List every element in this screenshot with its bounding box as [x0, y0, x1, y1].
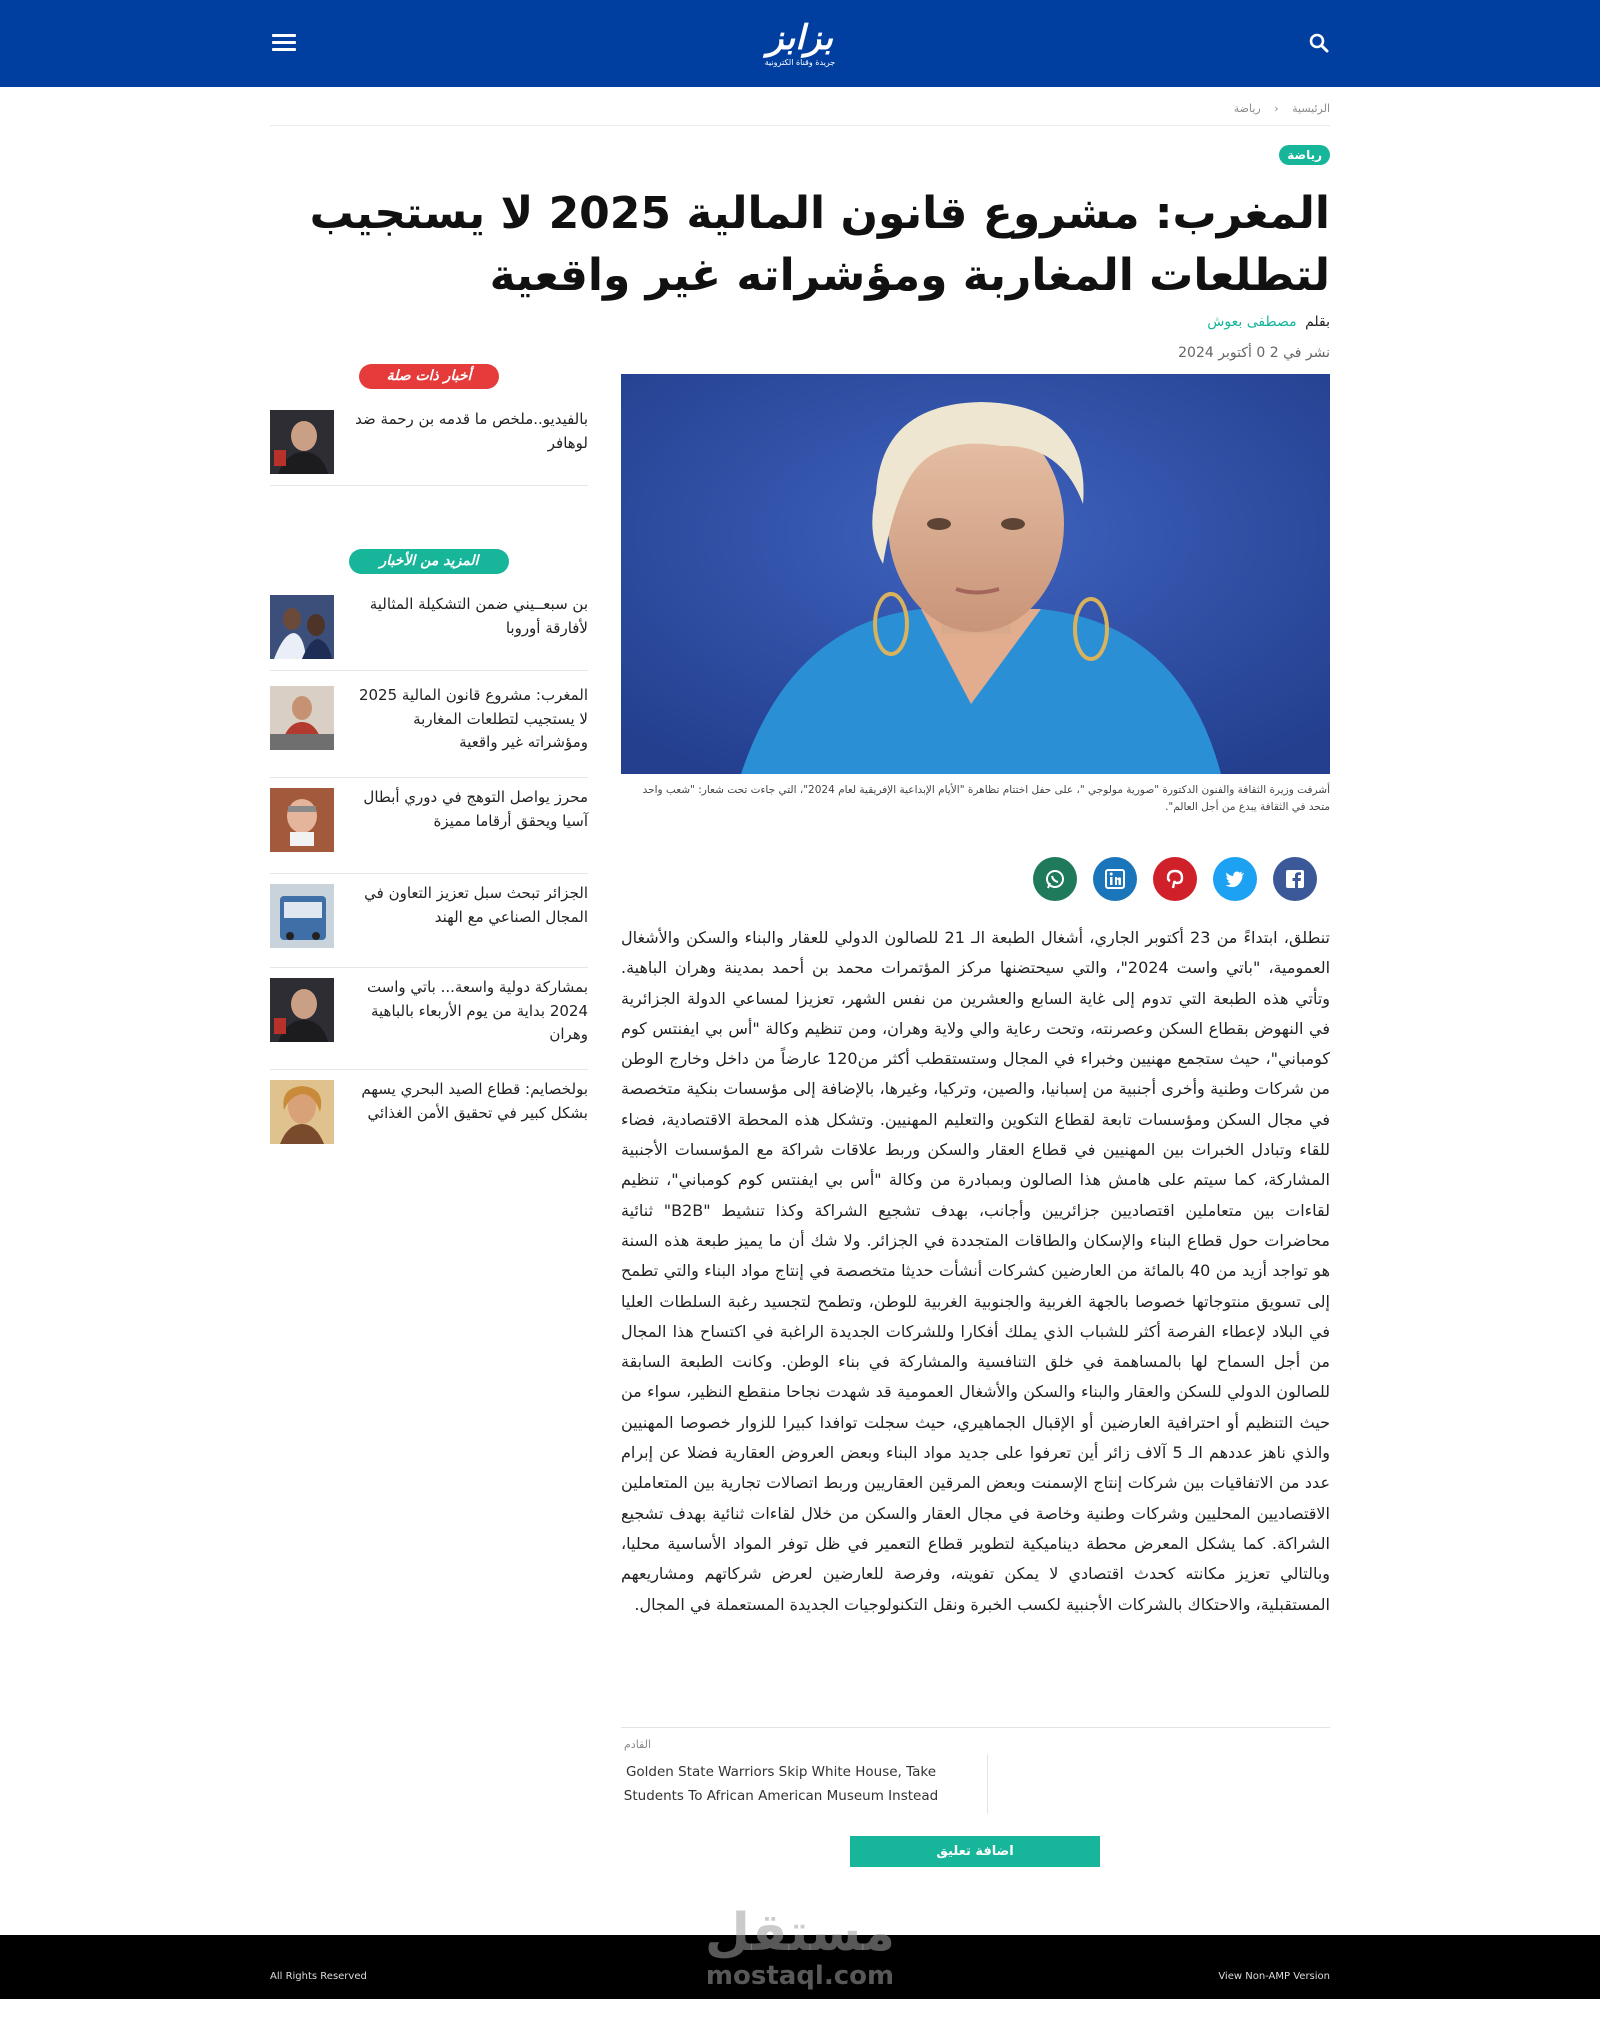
search-icon[interactable] — [1308, 32, 1330, 54]
related-thumbnail — [270, 410, 334, 474]
news-thumbnail — [270, 788, 334, 852]
copyright-text: All Rights Reserved — [270, 1971, 367, 1982]
article-main-image — [621, 374, 1330, 774]
non-amp-link[interactable]: View Non-AMP Version — [1218, 1971, 1330, 1982]
news-item-title: بولخصايم: قطاع الصيد البحري يسهم بشكل كبير في تحقيق الأمن الغذائي — [361, 1080, 588, 1122]
breadcrumb-section[interactable]: رياضة — [1233, 102, 1261, 115]
news-list-item[interactable] — [270, 1070, 588, 1172]
next-label: القادم — [624, 1738, 652, 1751]
next-article-link[interactable]: Golden State Warriors Skip White House, Take Students To African American Museum Instead — [623, 1764, 939, 1804]
news-thumbnail — [270, 978, 334, 1042]
byline — [1207, 314, 1330, 330]
watermark-arabic: مستقل — [704, 1903, 896, 1963]
publish-date: نشر في 2 0 أكتوبر 2024 — [1178, 345, 1330, 361]
news-item-title: بن سبعــيني ضمن التشكيلة المثالية لأفارقة أوروبا — [369, 595, 588, 637]
article-title: المغرب: مشروع قانون المالية 2025 لا يستجيب لتطلعات المغاربة ومؤشراته غير واقعية — [309, 188, 1330, 301]
linkedin-share-button[interactable] — [1093, 857, 1137, 901]
news-list-item[interactable] — [270, 874, 588, 968]
twitter-icon — [1224, 868, 1246, 890]
add-comment-button[interactable]: اضافة تعليق — [850, 1836, 1100, 1867]
news-item-title: بمشاركة دولية واسعة... باتي واست 2024 بداية من يوم الأربعاء بالباهية وهران — [366, 978, 588, 1043]
chevron-left-icon: ‹ — [1274, 102, 1279, 115]
linkedin-icon — [1104, 868, 1126, 890]
news-item-title: الجزائر تبحث سبل تعزيز التعاون في المجال الصناعي مع الهند — [364, 884, 588, 926]
news-thumbnail — [270, 595, 334, 659]
logo-tagline: جريدة وقناة الكترونية — [764, 58, 836, 67]
news-list-item[interactable] — [270, 778, 588, 874]
pinterest-icon — [1164, 868, 1186, 890]
watermark-logo — [700, 1905, 900, 1991]
top-header-bar — [0, 0, 1600, 87]
divider — [987, 1754, 988, 1814]
image-caption: أشرفت وزيرة الثقافة والفنون الدكتورة "صورية مولوجي "، على حفل اختتام تظاهرة "الأيام الإبداعية الإفريقية لعام 2024"، التي جاءت تحت شعار: "شعب واحد متحد في الثقافة يبدع من أجل العالم". — [642, 784, 1330, 813]
news-list-item[interactable] — [270, 676, 588, 778]
by-label: بقلم — [1305, 314, 1330, 330]
share-buttons — [1033, 857, 1319, 903]
twitter-share-button[interactable] — [1213, 857, 1257, 901]
related-item-title: بالفيديو..ملخص ما قدمه بن رحمة ضد لوهافر — [355, 410, 588, 452]
breadcrumb-home[interactable]: الرئيسية — [1292, 102, 1330, 115]
news-thumbnail — [270, 686, 334, 750]
related-news-heading: أخبار ذات صلة — [359, 364, 499, 389]
facebook-icon — [1284, 868, 1306, 890]
related-item[interactable] — [270, 400, 588, 486]
author-link[interactable]: مصطفى بعوش — [1207, 314, 1297, 330]
facebook-share-button[interactable] — [1273, 857, 1317, 901]
news-list-item[interactable] — [270, 585, 588, 671]
news-list-item[interactable] — [270, 968, 588, 1070]
whatsapp-share-button[interactable] — [1033, 857, 1077, 901]
more-news-heading: المزيد من الأخبار — [349, 549, 509, 574]
article-body: تنطلق، ابتداءً من 23 أكتوبر الجاري، أشغال الطبعة الـ 21 للصالون الدولي للعقار والبناء والسكن والأشغال العمومية، "باتي واست 2024"، والتي سيحتضنها مركز المؤتمرات محمد بن أحمد بمدينة وهران الباهية. وتأتي هذه الطبعة التي تدوم إلى غاية السابع والعشرين من نفس الشهر، تعزيزا لمساعي الدولة الجزائرية في النهوض بقطاع السكن وعصرنته، وتحت رعاية والي ولاية وهران، ومن تنظيم وكالة "أس بي ايفنتس كوم كومباني"، حيث ستجمع مهنيين وخبراء في المجال وستستقطب أكثر من120 عارضاً من داخل وخارج الوطن من شركات وطنية وأخرى أجنبية من إسبانيا، والصين، وتركيا، وغيرها، بالإضافة إلى مؤسسات بنكية متخصصة في مجال السكن ومؤسسات تابعة لقطاع التكوين والتعليم المهنيين. وتشكل هذه المحطة الاقتصادية، فضاء للقاء وتبادل الخبرات بين المهنيين في قطاع العقار والسكن وربط علاقات شراكة مع المؤسسات الأجنبية المشاركة، كما سيتم على هامش هذا الصالون وبمبادرة من وكالة "أس بي ايفنتس كوم كومباني"، تنظيم لقاءات بين متعاملين اقتصاديين جزائريين وأجانب، بهدف تشجيع الشراكة وكذا تنشيط "B2B" ثنائية محاضرات حول قطاع البناء والإسكان والطاقات المتجددة في الجزائر. ولا شك أن ما يميز طبعة هذه السنة هو تواجد أزيد من 40 بالمائة من العارضين كشركات أنشأت حديثا متخصصة في إنتاج مواد البناء والتي تطمح إلى تسويق منتوجاتها خصوصا بالجهة الغربية والجنوبية الغربية للوطن، وتطمح لتجسيد رغبة السلطات العليا في البلاد لإعطاء الفرصة أكثر للشباب الذي يملك أفكارا وللشركات الجديدة الراغبة في اكتساح هذا المجال من أجل السماح لها بالمساهمة في خلق التنافسية والمشاركة في بناء الوطن. وكانت الطبعة السابقة للصالون الدولي للسكن والعقار والبناء والسكن والأشغال العمومية قد شهدت نجاحا منقطع النظير، سواء من حيث التنظيم أو احترافية العارضين أو الإقبال الجماهيري، حيث سجلت توافدا كبيرا للزوار خصوصا المهنيين والذي ناهز عددهم الـ 5 آلاف زائر أين تعرفوا على جديد مواد البناء وبعض العروض العقارية فضلا عن إبرام عدد من الاتفاقيات بين شركات إنتاج الإسمنت وبعض المرقين العقاريين وربط اتصالات تجارية بين المتعاملين الاقتصاديين المحليين وشركات وطنية وخاصة في مجال العقار والسكن من خلال لقاءات ثنائية بهدف تشجيع الشراكة. كما يشكل المعرض محطة ديناميكية لتطوير قطاع التعمير في ظل توفر المواد الأساسية محليا، وبالتالي تعزيز مكانته كحدث اقتصادي لا يمكن تفويته، وفرصة للعارضين لعرض شركاتهم ومشاريعهم المستقبلية، والاحتكاك بالشركات الأجنبية لكسب الخبرة ونقل التكنولوجيات الجديدة المستعملة في المجال. — [621, 928, 1331, 1614]
news-item-title: محرز يواصل التوهج في دوري أبطال آسيا ويحقق أرقاما مميزة — [363, 788, 588, 830]
site-logo[interactable] — [755, 18, 845, 74]
news-item-title: المغرب: مشروع قانون المالية 2025 لا يستجيب لتطلعات المغاربة ومؤشراته غير واقعية — [358, 686, 588, 751]
watermark-domain: mostaql.com — [705, 1961, 895, 1991]
breadcrumb — [270, 102, 1330, 126]
news-thumbnail — [270, 1080, 334, 1144]
logo-mark: بزابز — [767, 18, 833, 58]
hamburger-menu-icon[interactable] — [272, 34, 296, 52]
category-badge[interactable]: رياضة — [1279, 145, 1330, 165]
next-article-nav — [621, 1727, 1330, 1827]
news-thumbnail — [270, 884, 334, 948]
whatsapp-icon — [1044, 868, 1066, 890]
pinterest-share-button[interactable] — [1153, 857, 1197, 901]
